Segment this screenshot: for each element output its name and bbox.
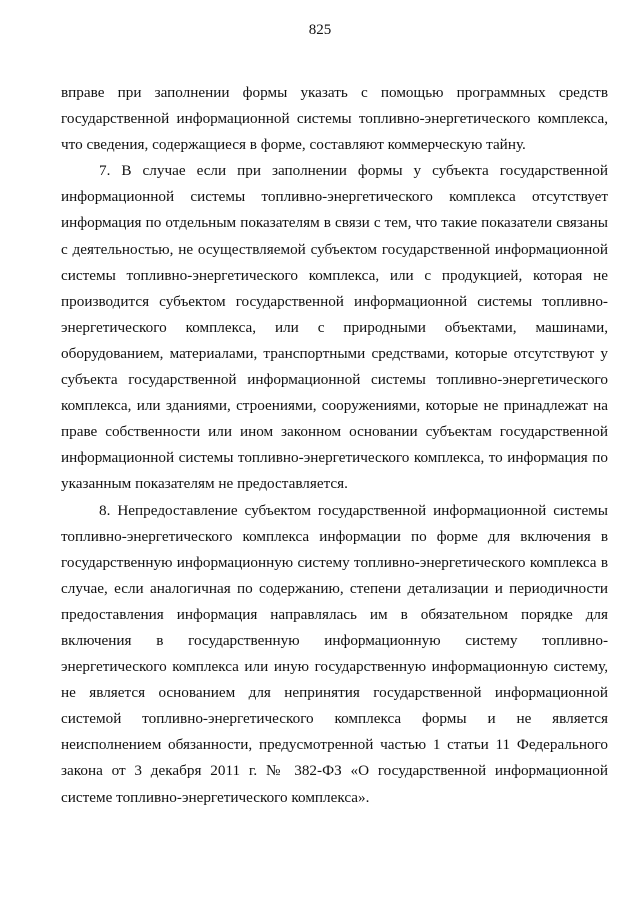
paragraph-continuation: вправе при заполнении формы указать с помощью программных средств государственной информационной системы топливно-энергетического комплекса, что сведения, содержащиеся в форме, составляют коммерческую тайну. bbox=[61, 84, 608, 154]
paragraph-item-7: 7. В случае если при заполнении формы у субъекта государственной информационной системы топливно-энергетического комплекса отсутствует информация по отдельным показателям в связи с тем, что такие показатели связаны с деятельностью, не осуществляемой субъектом государственной информационной системы топливно-энергетического комплекса, или с продукцией, которая не производится субъектом государственной информационной системы топливно-энергетического комплекса, или с природными объектами, машинами, оборудованием, материалами, транспортными средствами, которые отсутствуют у субъекта государственной информационной системы топливно-энергетического комплекса, или зданиями, строениями, сооружениями, которые не принадлежат на праве собственности или ином законном основании субъектам государственной информационной системы топливно-энергетического комплекса, то информация по указанным показателям не предоставляется. bbox=[61, 162, 608, 493]
paragraph-item-8: 8. Непредоставление субъектом государственной информационной системы топливно-энергетического комплекса информации по форме для включения в государственную информационную систему топливно-энергетического комплекса в случае, если аналогичная по содержанию, степени детализации и периодичности предоставления информация направлялась им в обязательном порядке для включения в государственную информационную систему топливно-энергетического комплекса или иную государственную информационную систему, не является основанием для непринятия государственной информационной системой топливно-энергетического комплекса формы и не является неисполнением обязанности, предусмотренной частью 1 статьи 11 Федерального закона от 3 декабря 2011 г. № 382-ФЗ «О государственной информационной системе топливно-энергетического комплекса». bbox=[61, 501, 608, 806]
page-number: 825 bbox=[308, 22, 332, 38]
document-body bbox=[61, 80, 608, 811]
